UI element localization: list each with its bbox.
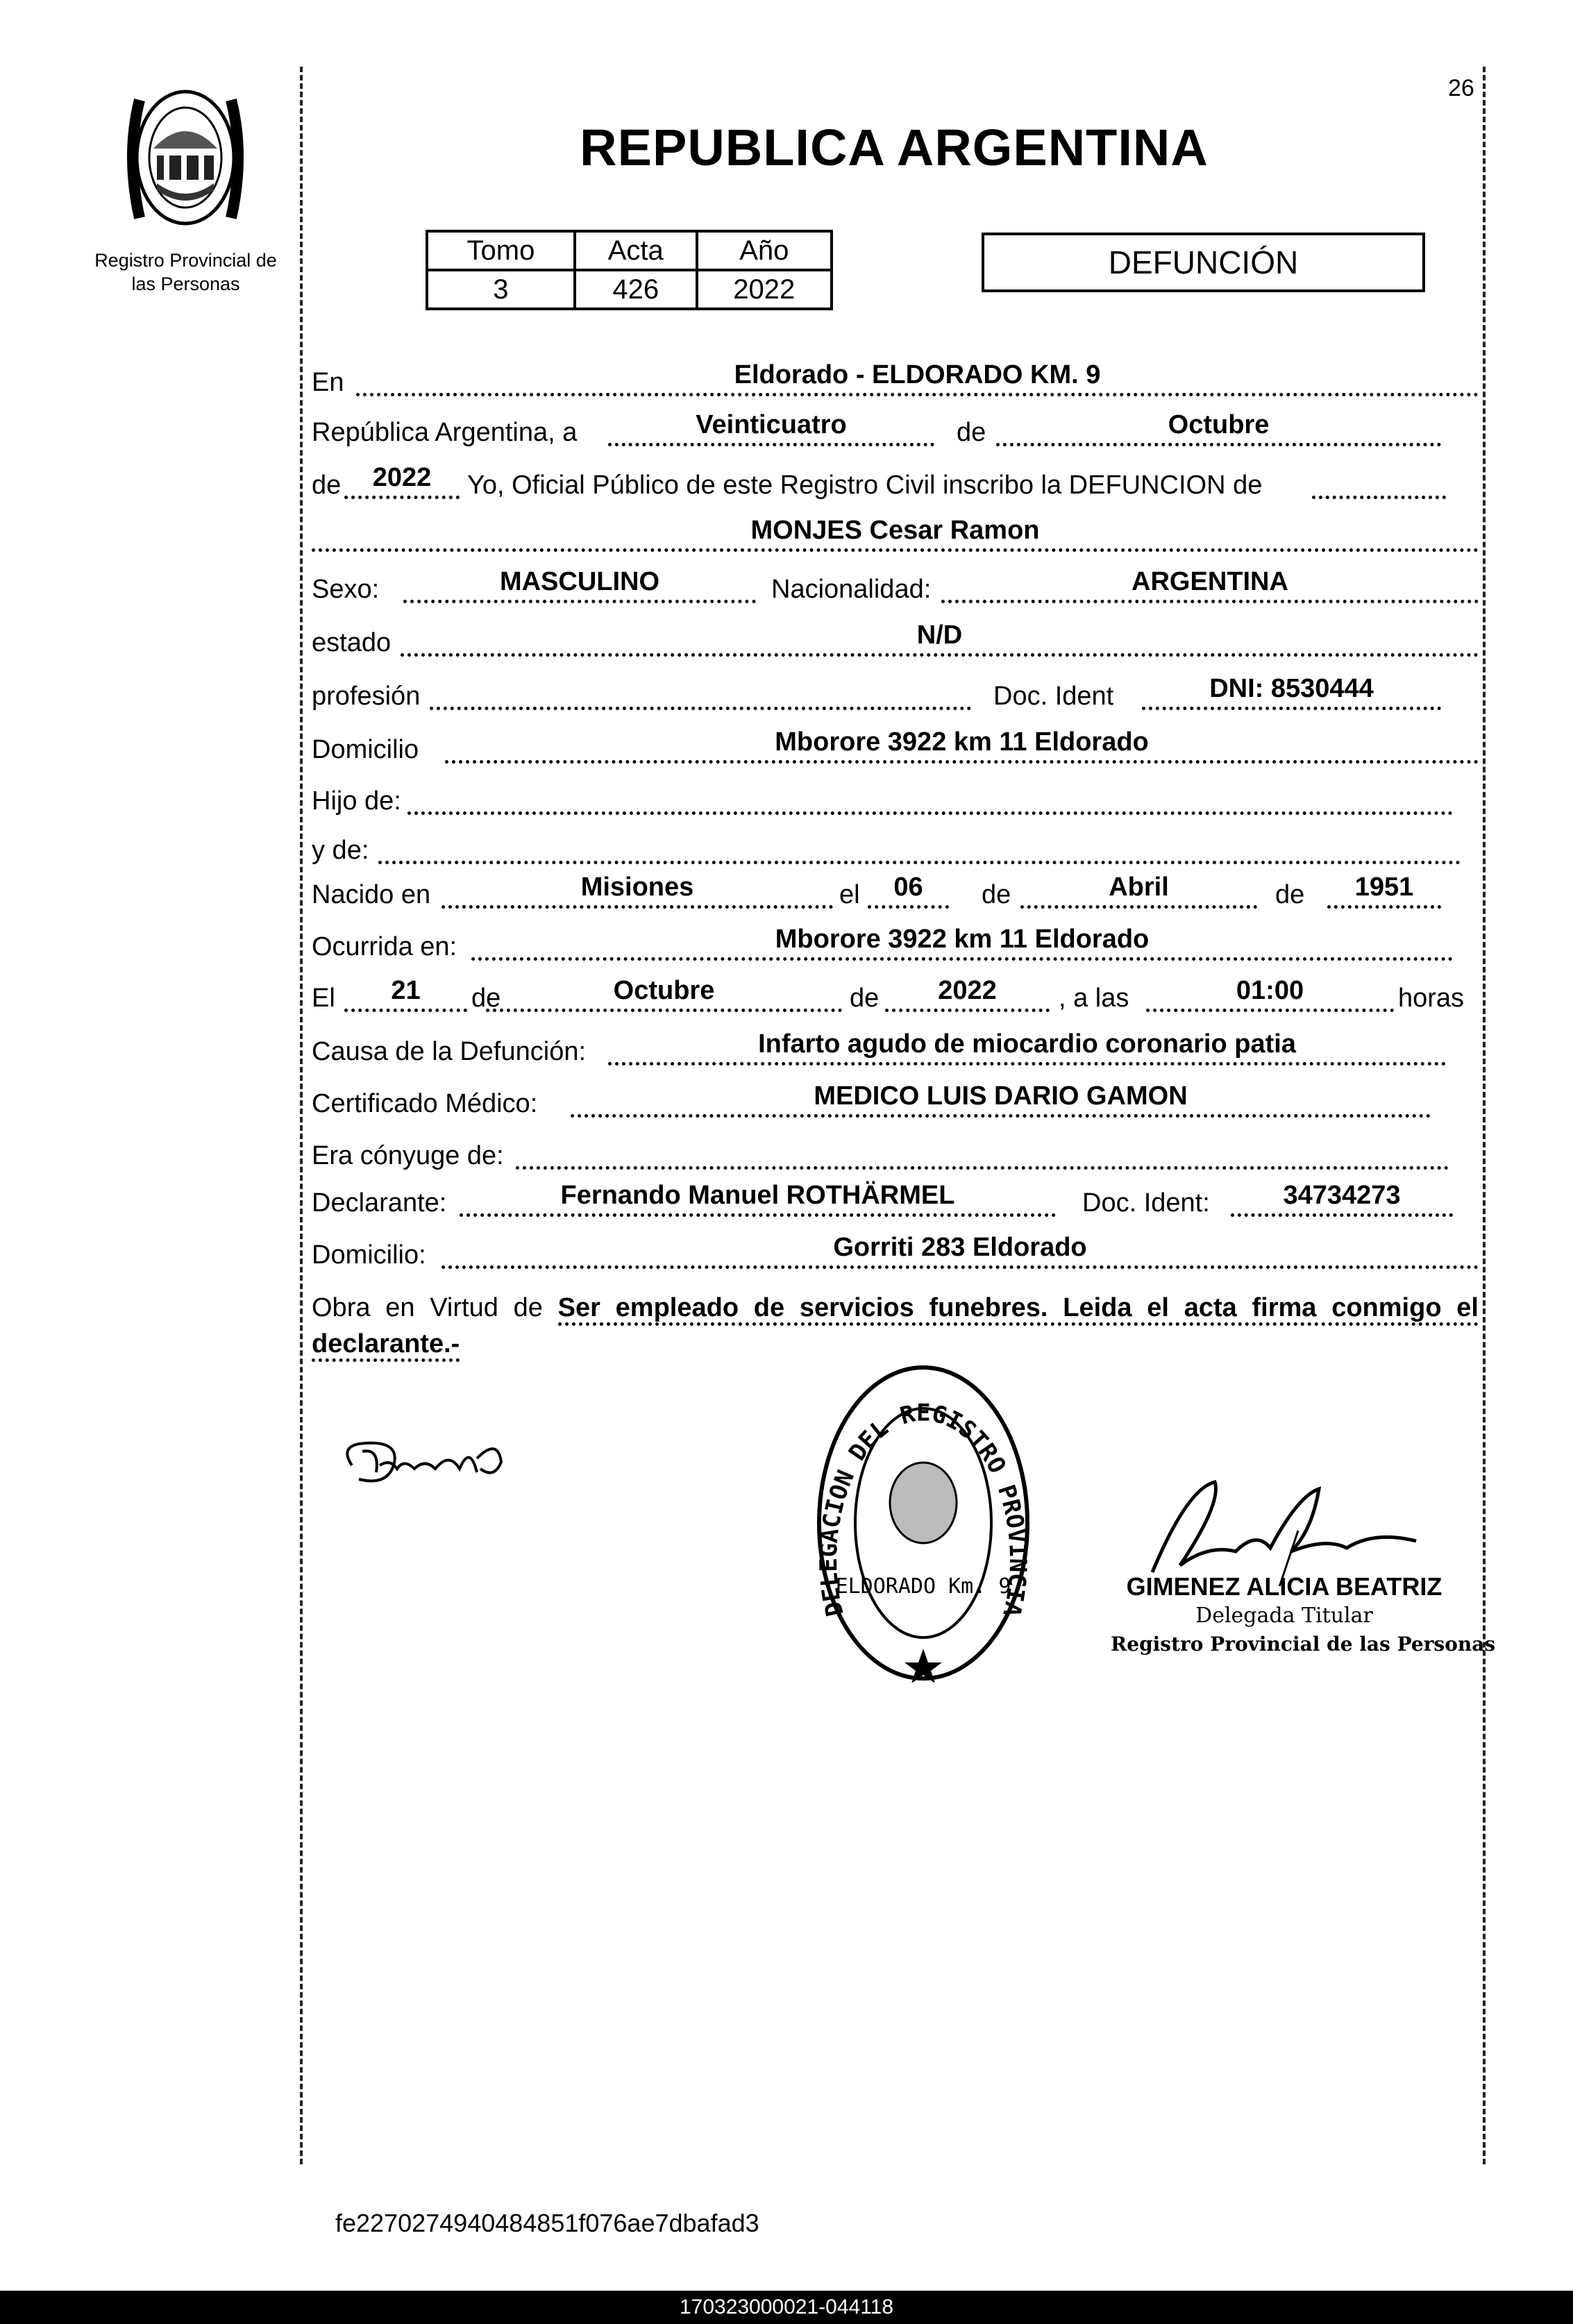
muerte-anio-field: 2022 [885, 977, 1050, 1012]
de-label: de [1275, 880, 1305, 909]
doc-ident-field: DNI: 8530444 [1142, 675, 1441, 710]
registry-caption [76, 249, 295, 296]
caption-line-1: Registro Provincial de [94, 250, 277, 271]
barcode-id: 170323000021-044118 [679, 2296, 894, 2318]
table-header-row [427, 231, 832, 270]
official-signature [1138, 1475, 1451, 1586]
muerte-hora-field: 01:00 [1146, 977, 1394, 1012]
doc-ident-label: Doc. Ident [993, 682, 1114, 711]
profesion-field [430, 675, 971, 710]
value-acta: 426 [575, 270, 697, 309]
hijo-de-field [407, 780, 1453, 815]
en-label: En [312, 368, 344, 397]
declarante-domicilio-field: Gorriti 283 Eldorado [441, 1233, 1479, 1269]
declarante-signature [338, 1431, 512, 1497]
seal-inner-text: ELDORADO Km. 9 [835, 1574, 1011, 1599]
obra-en-virtud-paragraph [312, 1290, 1479, 1362]
nacionalidad-field: ARGENTINA [941, 568, 1479, 603]
year-field: 2022 [344, 464, 460, 499]
nacido-mes-field: Abril [1020, 873, 1257, 909]
header-anio: Año [697, 231, 832, 270]
de-label: de [957, 418, 986, 447]
value-anio: 2022 [697, 270, 832, 309]
registry-seal [816, 1364, 1031, 1683]
y-de-field [378, 829, 1461, 864]
value-tomo: 3 [427, 270, 575, 309]
declarante-label: Declarante: [312, 1188, 447, 1218]
domicilio-label: Domicilio [312, 735, 419, 764]
certificado-label: Certificado Médico: [312, 1089, 538, 1118]
day-field: Veinticuatro [608, 411, 934, 446]
official-registry: Registro Provincial de las Personas [1111, 1633, 1496, 1656]
ocurrida-field: Mborore 3922 km 11 Eldorado [471, 925, 1453, 961]
conyuge-label: Era cónyuge de: [312, 1141, 504, 1170]
republica-label: República Argentina, a [312, 418, 578, 447]
muerte-dia-field: 21 [344, 977, 467, 1012]
certificado-field: MEDICO LUIS DARIO GAMON [571, 1082, 1431, 1118]
document-hash: fe2270274940484851f076ae7dbafad3 [335, 2209, 759, 2237]
reference-table [426, 230, 833, 310]
ocurrida-label: Ocurrida en: [312, 932, 457, 961]
official-name: GIMENEZ ALICIA BEATRIZ [1126, 1572, 1442, 1601]
deceased-name-field: MONJES Cesar Ramon [312, 516, 1479, 552]
nacido-lugar-field: Misiones [441, 873, 833, 909]
de-label: de [982, 880, 1011, 909]
page-number: 26 [1448, 75, 1474, 101]
inscribo-text: Yo, Oficial Público de este Registro Civil inscribo la DEFUNCION de [467, 471, 1263, 500]
de-label: de [471, 984, 501, 1013]
el-label: El [312, 984, 335, 1013]
de-label: de [850, 984, 880, 1013]
left-margin-line [300, 67, 303, 2164]
nacionalidad-label: Nacionalidad: [771, 575, 932, 604]
causa-field: Infarto agudo de miocardio coronario patia [608, 1030, 1446, 1066]
document-title: REPUBLICA ARGENTINA [580, 119, 1209, 176]
declarante-doc-field: 34734273 [1231, 1181, 1453, 1217]
obra-value: Ser empleado de servicios funebres. Leida el acta firma conmigo el declarante.- [312, 1293, 1479, 1362]
sexo-field: MASCULINO [403, 568, 756, 603]
estado-field: N/D [401, 621, 1479, 657]
caption-line-2: las Personas [131, 273, 240, 294]
obra-label: Obra en Virtud de [312, 1293, 543, 1322]
el-label: el [839, 880, 860, 909]
causa-label: Causa de la Defunción: [312, 1037, 587, 1066]
nacido-anio-field: 1951 [1327, 873, 1441, 909]
estado-label: estado [312, 628, 392, 657]
trailing-field [1312, 464, 1446, 499]
domicilio-field: Mborore 3922 km 11 Eldorado [445, 728, 1479, 764]
header-tomo: Tomo [427, 231, 575, 270]
month-field: Octubre [996, 411, 1441, 446]
seal-outer-text: DELEGACION DEL REGISTRO PROVINCIA [816, 1399, 1031, 1619]
profesion-label: profesión [312, 682, 421, 711]
right-margin-line [1483, 67, 1486, 2164]
nacido-label: Nacido en [312, 880, 431, 909]
footer-bar [0, 2291, 1573, 2324]
a-las-label: , a las [1059, 984, 1129, 1013]
declarante-doc-label: Doc. Ident: [1082, 1188, 1210, 1218]
record-type-box: DEFUNCIÓN [982, 233, 1425, 292]
nacido-dia-field: 06 [868, 873, 949, 909]
sexo-label: Sexo: [312, 575, 380, 604]
muerte-mes-field: Octubre [486, 977, 842, 1012]
en-field: Eldorado - ELDORADO KM. 9 [356, 361, 1479, 396]
declarante-field: Fernando Manuel ROTHÄRMEL [460, 1181, 1056, 1217]
hijo-de-label: Hijo de: [312, 786, 401, 816]
header-acta: Acta [575, 231, 697, 270]
declarante-domicilio-label: Domicilio: [312, 1240, 426, 1270]
table-row [427, 270, 832, 309]
horas-label: horas [1398, 984, 1465, 1013]
conyuge-field [516, 1134, 1449, 1170]
official-title: Delegada Titular [1195, 1603, 1373, 1628]
de-label: de [312, 471, 342, 500]
y-de-label: y de: [312, 836, 369, 865]
